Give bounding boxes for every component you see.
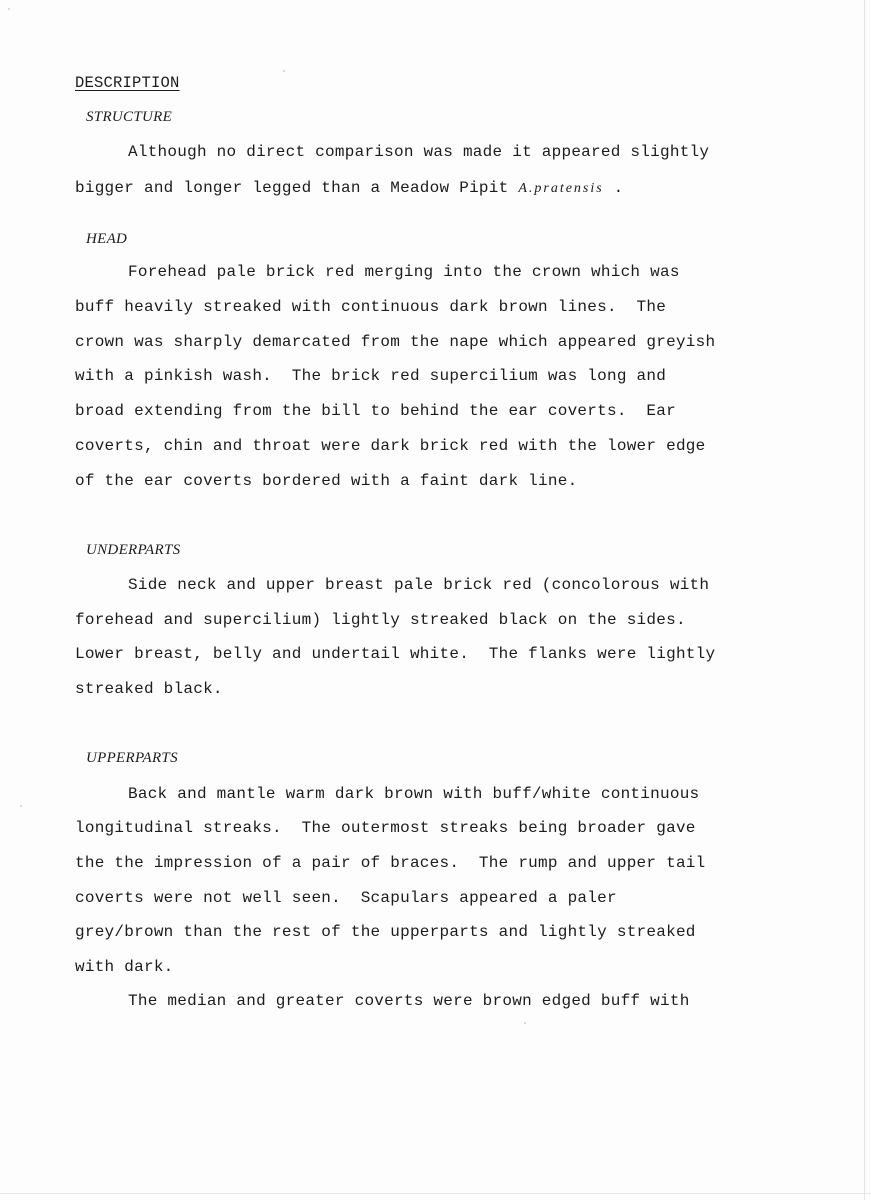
head-line-1: Forehead pale brick red merging into the crown which was bbox=[128, 263, 680, 281]
underparts-line-3: Lower breast, belly and undertail white. The flanks were lightly bbox=[75, 645, 716, 663]
section-label-head: HEAD bbox=[86, 231, 128, 247]
paper-fleck bbox=[20, 805, 22, 807]
structure-line-2 bbox=[75, 179, 623, 197]
page-edge-bottom bbox=[0, 1193, 871, 1194]
head-line-7: of the ear coverts bordered with a faint dark line. bbox=[75, 472, 578, 490]
paper-fleck bbox=[283, 70, 285, 72]
paper-fleck bbox=[524, 1022, 526, 1024]
upperparts-line-2: longitudinal streaks. The outermost streaks being broader gave bbox=[75, 819, 696, 837]
underparts-line-4: streaked black. bbox=[75, 680, 223, 698]
upperparts-line-1: Back and mantle warm dark brown with buff/white continuous bbox=[128, 785, 700, 803]
upperparts-line-5: grey/brown than the rest of the upperparts and lightly streaked bbox=[75, 923, 696, 941]
upperparts-line-7: The median and greater coverts were brown edged buff with bbox=[128, 992, 690, 1010]
head-line-6: coverts, chin and throat were dark brick red with the lower edge bbox=[75, 437, 706, 455]
upperparts-line-3: the the impression of a pair of braces. The rump and upper tail bbox=[75, 854, 706, 872]
page-heading: DESCRIPTION bbox=[75, 74, 180, 92]
section-label-structure: STRUCTURE bbox=[86, 109, 173, 125]
head-line-4: with a pinkish wash. The brick red supercilium was long and bbox=[75, 367, 667, 385]
head-line-2: buff heavily streaked with continuous dark brown lines. The bbox=[75, 298, 667, 316]
underparts-line-2: forehead and supercilium) lightly streaked black on the sides. bbox=[75, 611, 686, 629]
underparts-line-1: Side neck and upper breast pale brick red (concolorous with bbox=[128, 576, 710, 594]
upperparts-line-4: coverts were not well seen. Scapulars appeared a paler bbox=[75, 889, 617, 907]
structure-line-1: Although no direct comparison was made it appeared slightly bbox=[128, 143, 710, 161]
species-name: A.pratensis bbox=[518, 181, 604, 196]
paper-fleck bbox=[8, 8, 10, 10]
head-line-3: crown was sharply demarcated from the nape which appeared greyish bbox=[75, 333, 716, 351]
head-line-5: broad extending from the bill to behind the ear coverts. Ear bbox=[75, 402, 676, 420]
structure-line-2-text: bigger and longer legged than a Meadow Pipit bbox=[75, 179, 519, 197]
upperparts-line-6: with dark. bbox=[75, 958, 174, 976]
structure-line-2-tail: . bbox=[603, 179, 624, 197]
section-label-underparts: UNDERPARTS bbox=[86, 542, 181, 558]
page-edge-right bbox=[864, 0, 865, 1200]
section-label-upperparts: UPPERPARTS bbox=[86, 750, 178, 766]
